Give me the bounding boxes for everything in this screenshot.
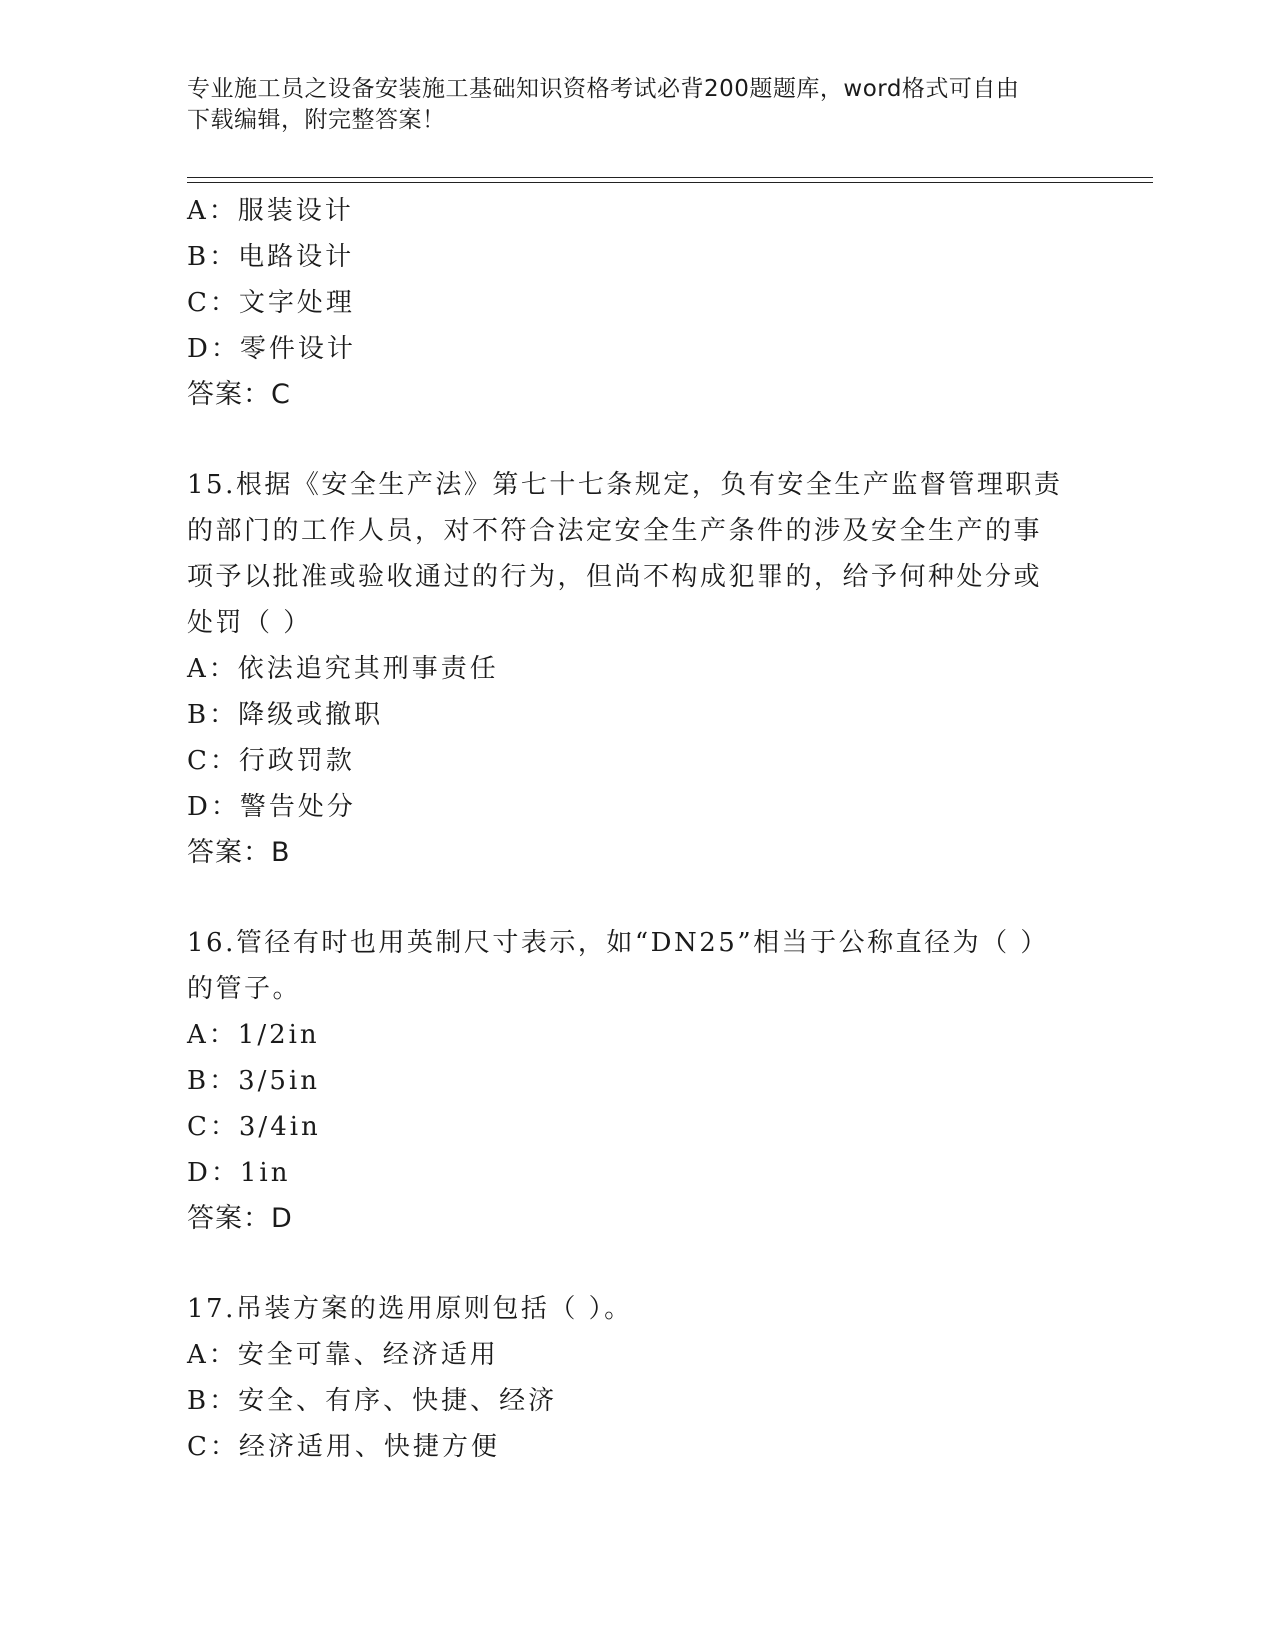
spacer (187, 876, 1087, 920)
spacer (187, 1242, 1087, 1286)
option-a: A：服装设计 (187, 196, 354, 226)
question-text-line: 的部门的工作人员，对不符合法定安全生产条件的涉及安全生产的事 (187, 516, 1043, 546)
question-text-line: 15.根据《安全生产法》第七十七条规定，负有安全生产监督管理职责 (187, 470, 1063, 500)
option-c: C：文字处理 (187, 288, 355, 318)
question-14 (187, 188, 1087, 418)
option-b: B：安全、有序、快捷、经济 (187, 1386, 558, 1416)
question-text-line: 处罚（ ） (187, 608, 312, 638)
option-a: A：1/2in (187, 1020, 320, 1050)
option-c: C：3/4in (187, 1112, 321, 1142)
option-b: B：电路设计 (187, 242, 355, 272)
option-b: B：3/5in (187, 1066, 321, 1096)
spacer (187, 418, 1087, 462)
option-a: A：依法追究其刑事责任 (187, 654, 499, 684)
document-header (187, 74, 1087, 136)
option-d: D：零件设计 (187, 334, 356, 364)
question-16 (187, 920, 1087, 1242)
answer-label: 答案：C (187, 379, 291, 410)
answer-label: 答案：B (187, 837, 291, 868)
header-title-line-1: 专业施工员之设备安装施工基础知识资格考试必背200题题库，word格式可自由 (187, 76, 1020, 102)
question-list (187, 188, 1087, 1470)
option-c: C：经济适用、快捷方便 (187, 1432, 500, 1462)
header-title-line-2: 下载编辑，附完整答案！ (187, 107, 446, 133)
header-divider-top (187, 177, 1153, 178)
question-17 (187, 1286, 1087, 1470)
question-text-line: 项予以批准或验收通过的行为，但尚不构成犯罪的，给予何种处分或 (187, 562, 1043, 592)
header-divider-bottom (187, 182, 1153, 183)
option-b: B：降级或撤职 (187, 700, 384, 730)
question-text-line: 的管子。 (187, 974, 302, 1004)
answer-label: 答案：D (187, 1203, 293, 1234)
question-text-line: 17.吊装方案的选用原则包括（ ）。 (187, 1294, 633, 1324)
question-text-line: 16.管径有时也用英制尺寸表示，如“DN25”相当于公称直径为（ ） (187, 928, 1049, 958)
question-15 (187, 462, 1087, 876)
option-c: C：行政罚款 (187, 746, 355, 776)
option-d: D：1in (187, 1158, 291, 1188)
option-a: A：安全可靠、经济适用 (187, 1340, 499, 1370)
option-d: D：警告处分 (187, 792, 356, 822)
